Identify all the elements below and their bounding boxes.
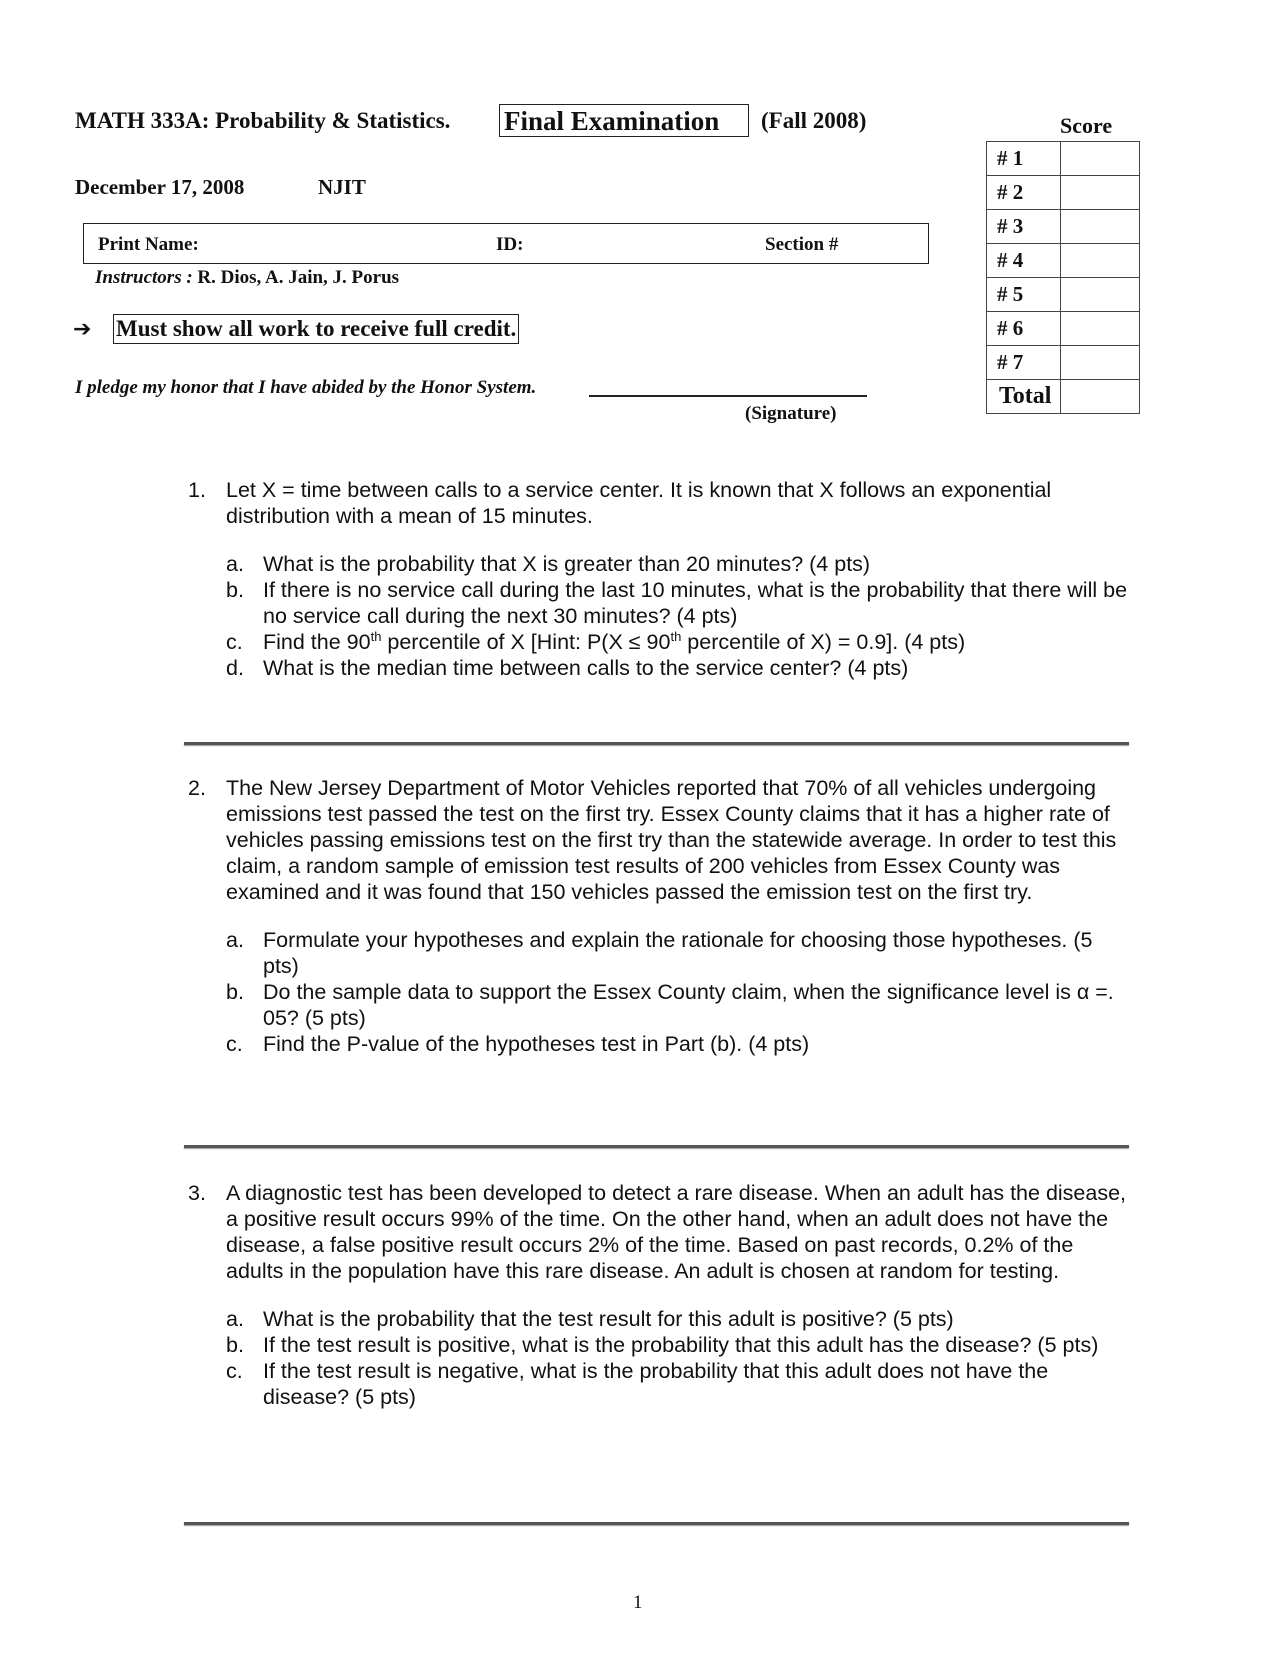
part-text-segment: percentile of X [Hint: P(X ≤ 90 <box>381 630 671 654</box>
instructors-names: R. Dios, A. Jain, J. Porus <box>197 267 400 288</box>
score-row-label: # 3 <box>987 210 1061 244</box>
question-part <box>226 655 1133 681</box>
instructors-line <box>95 267 399 289</box>
signature-line <box>589 395 867 397</box>
question-parts <box>226 927 1133 1057</box>
section-divider <box>184 1145 1129 1148</box>
part-text: What is the probability that the test result for this adult is positive? (5 pts) <box>263 1307 954 1331</box>
question-part <box>226 1031 1133 1057</box>
part-text: If the test result is positive, what is the probability that this adult has the disease? (5 pts) <box>263 1333 1099 1357</box>
question-part <box>226 979 1133 1031</box>
question-stem: Let X = time between calls to a service center. It is known that X follows an exponential distribution with a mean of 15 minutes. <box>226 478 1052 528</box>
print-name-label: Print Name: <box>98 234 199 255</box>
honor-pledge: I pledge my honor that I have abided by the Honor System. <box>75 377 537 398</box>
score-row <box>987 244 1140 278</box>
part-letter: b. <box>226 1333 244 1357</box>
section-divider <box>184 1522 1129 1525</box>
question-2 <box>188 775 1133 1057</box>
part-text: Do the sample data to support the Essex County claim, when the significance level is α =. 05? (5 pts) <box>263 980 1114 1030</box>
score-cell <box>1061 346 1140 380</box>
score-title: Score <box>1060 113 1113 138</box>
student-info-box <box>83 223 929 264</box>
part-text <box>263 630 965 654</box>
part-text: Formulate your hypotheses and explain the rationale for choosing those hypotheses. (5 pts) <box>263 928 1093 978</box>
score-row <box>987 312 1140 346</box>
question-1 <box>188 477 1133 681</box>
question-number: 1. <box>188 478 206 502</box>
score-cell <box>1061 176 1140 210</box>
section-divider <box>184 742 1129 745</box>
score-row-label: # 5 <box>987 278 1061 312</box>
part-text: If the test result is negative, what is the probability that this adult does not have the disease? (5 pts) <box>263 1359 1049 1409</box>
score-total-row <box>987 380 1140 414</box>
exam-term: (Fall 2008) <box>761 108 867 133</box>
part-text-segment: percentile of X) = 0.9]. (4 pts) <box>681 630 966 654</box>
score-row-label: # 2 <box>987 176 1061 210</box>
part-text: What is the probability that X is greater than 20 minutes? (4 pts) <box>263 552 871 576</box>
part-text: What is the median time between calls to the service center? (4 pts) <box>263 656 909 680</box>
part-letter: b. <box>226 578 244 602</box>
exam-date: December 17, 2008 <box>75 175 245 199</box>
score-row <box>987 210 1140 244</box>
question-part <box>226 629 1133 655</box>
superscript: th <box>370 628 382 644</box>
score-row <box>987 176 1140 210</box>
part-letter: c. <box>226 1359 243 1383</box>
score-row-label: # 7 <box>987 346 1061 380</box>
score-cell <box>1061 278 1140 312</box>
question-part <box>226 1332 1133 1358</box>
signature-label: (Signature) <box>745 403 837 424</box>
question-part <box>226 551 1133 577</box>
question-number: 2. <box>188 776 206 800</box>
score-total-label: Total <box>987 380 1061 414</box>
question-parts <box>226 551 1133 681</box>
part-letter: a. <box>226 552 244 576</box>
course-title: MATH 333A: Probability & Statistics. <box>75 108 451 133</box>
part-letter: c. <box>226 1032 243 1056</box>
part-text: Find the P-value of the hypotheses test in Part (b). (4 pts) <box>263 1032 810 1056</box>
score-table <box>986 141 1140 414</box>
arrow-right-icon: ➔ <box>73 316 92 341</box>
score-row <box>987 278 1140 312</box>
question-stem: The New Jersey Department of Motor Vehicles reported that 70% of all vehicles undergoing emissions test passed the test on the first try. Essex County claims that it has a higher rate of vehicles passing emissions test on the first try than the statewide average. In order to test this claim, a random sample of emission test results of 200 vehicles from Essex County was examined and it was found that 150 vehicles passed the emission test on the first try. <box>226 776 1117 904</box>
question-part <box>226 927 1133 979</box>
score-row-label: # 4 <box>987 244 1061 278</box>
question-parts <box>226 1306 1133 1410</box>
superscript: th <box>670 628 682 644</box>
must-show-work-notice: Must show all work to receive full credit. <box>113 314 519 344</box>
question-part <box>226 1306 1133 1332</box>
part-letter: a. <box>226 1307 244 1331</box>
part-letter: c. <box>226 630 243 654</box>
question-part <box>226 1358 1133 1410</box>
part-text: If there is no service call during the last 10 minutes, what is the probability that there will be no service call during the next 30 minutes? (4 pts) <box>263 578 1128 628</box>
question-3 <box>188 1180 1133 1410</box>
score-cell <box>1061 244 1140 278</box>
id-label: ID: <box>496 234 524 255</box>
exam-title-box: Final Examination <box>499 104 749 137</box>
section-label: Section # <box>765 234 839 255</box>
score-cell <box>1061 312 1140 346</box>
part-letter: d. <box>226 656 244 680</box>
score-row <box>987 142 1140 176</box>
instructors-label: Instructors : <box>95 267 193 288</box>
score-cell <box>1061 142 1140 176</box>
part-letter: b. <box>226 980 244 1004</box>
page-number: 1 <box>633 1592 643 1613</box>
school-name: NJIT <box>318 175 366 199</box>
question-stem: A diagnostic test has been developed to detect a rare disease. When an adult has the disease, a positive result occurs 99% of the time. On the other hand, when an adult does not have the disease, a false positive result occurs 2% of the time. Based on past records, 0.2% of the adults in the population have this rare disease. An adult is chosen at random for testing. <box>226 1181 1127 1283</box>
question-number: 3. <box>188 1181 206 1205</box>
score-row-label: # 1 <box>987 142 1061 176</box>
question-part <box>226 577 1133 629</box>
score-row <box>987 346 1140 380</box>
score-total-cell <box>1061 380 1140 414</box>
score-cell <box>1061 210 1140 244</box>
part-letter: a. <box>226 928 244 952</box>
part-text-segment: Find the 90 <box>263 630 371 654</box>
score-row-label: # 6 <box>987 312 1061 346</box>
